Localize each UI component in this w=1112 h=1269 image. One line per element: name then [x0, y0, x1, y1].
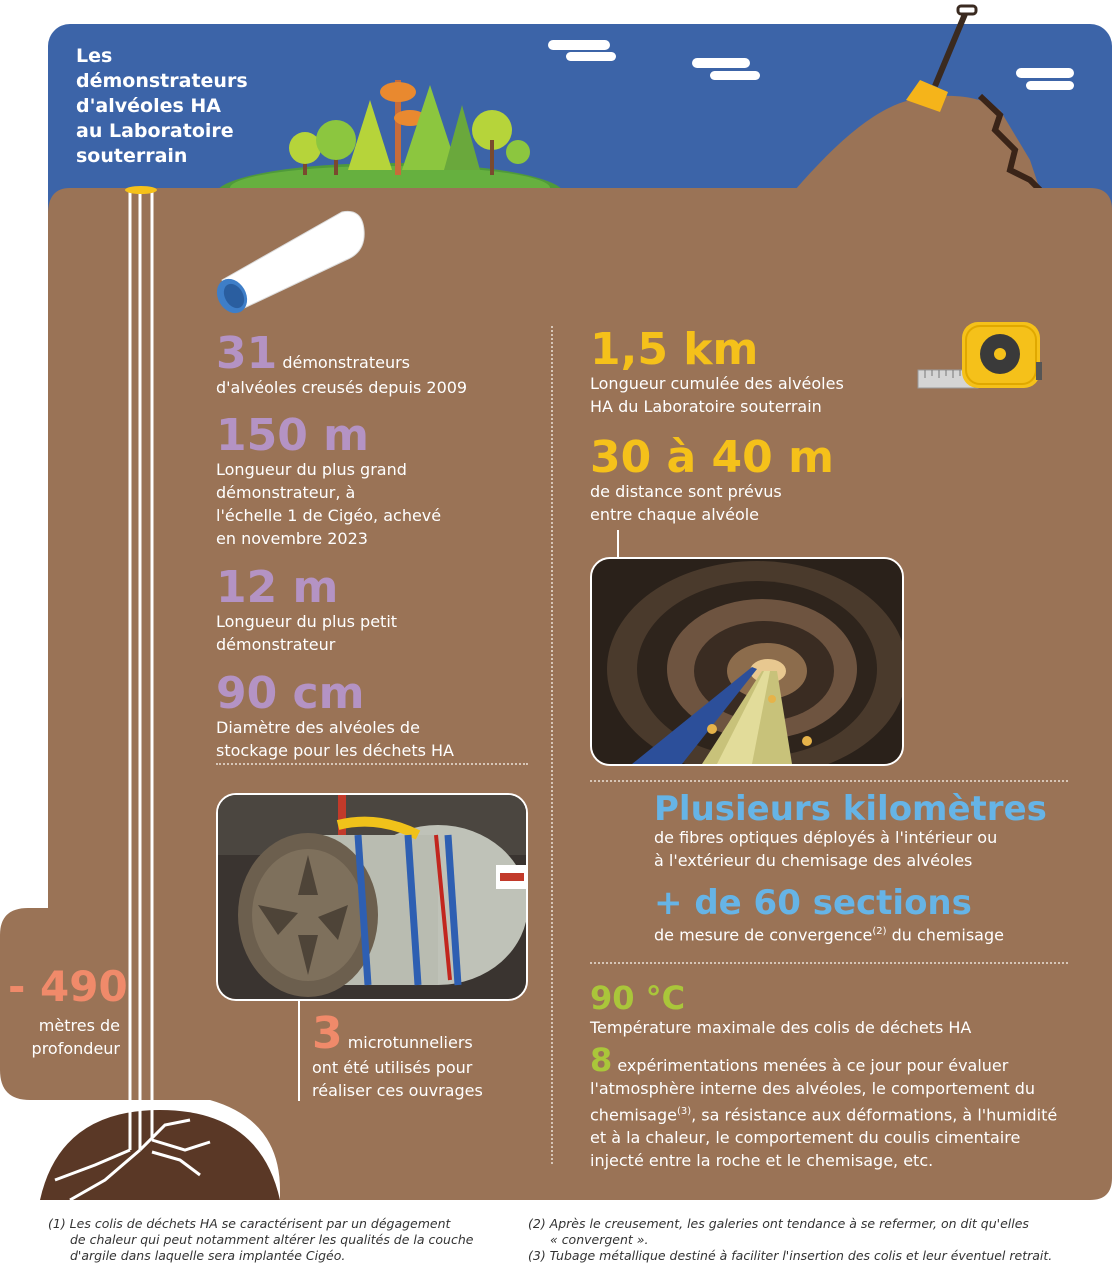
footnote: (2) Après le creusement, les galeries ont tendance à se refermer, on dit qu'elles — [528, 1216, 1029, 1231]
divider-right-2 — [590, 962, 1068, 964]
stat-label: de distance sont prévus entre chaque alvéole — [590, 482, 782, 524]
stat-microtunnels — [312, 1008, 483, 1102]
stat-value: 30 à 40 m — [590, 432, 834, 483]
footnote: d'argile dans laquelle sera implantée Cigéo. — [70, 1248, 346, 1263]
photo-microtunneller — [216, 793, 528, 1001]
stat-longest — [216, 410, 442, 550]
footnote: (1) Les colis de déchets HA se caractérisent par un dégagement — [48, 1216, 451, 1231]
footnotes-right — [528, 1216, 1052, 1264]
stat-label: Diamètre des alvéoles de stockage pour les déchets HA — [216, 718, 454, 760]
depth-indicator — [8, 962, 128, 1060]
stat-label: Longueur du plus grand démonstrateur, à l'échelle 1 de Cigéo, achevé en novembre 2023 — [216, 460, 442, 548]
stat-value: 8 — [590, 1041, 613, 1079]
photo-tunnel — [590, 557, 904, 766]
depth-label: mètres de profondeur — [31, 1016, 120, 1058]
stat-shortest — [216, 562, 398, 656]
title-line: au Laboratoire — [76, 120, 234, 142]
footnote: « convergent ». — [550, 1232, 649, 1247]
clouds — [548, 40, 1074, 90]
stat-label: de mesure de convergence$^{(2)}$ du chemisage — [654, 925, 1004, 945]
trees — [289, 80, 530, 175]
shovel-icon — [906, 6, 976, 112]
footnotes-left — [48, 1216, 473, 1264]
depth-value: - 490 — [8, 962, 128, 1011]
stat-value: + de 60 sections — [654, 883, 972, 923]
stat-label: de fibres optiques déployés à l'intérieur ou à l'extérieur du chemisage des alvéoles — [654, 828, 998, 870]
stat-value: 31 — [216, 328, 278, 379]
stat-label-inline: microtunneliers — [347, 1033, 473, 1052]
mound — [795, 96, 1040, 190]
stat-label: 8 expérimentations menées à ce jour pour évaluer l'atmosphère interne des alvéoles, le comportement du chemisage$^{(3)}$, sa résistance aux déformations, à l'humidité et à la chaleur, le comportement du coulis cimentaire injecté entre la roche et le chemisage, etc. — [590, 1041, 1058, 1171]
stat-label-inline: démonstrateurs — [282, 353, 411, 372]
stat-value: 3 — [312, 1008, 343, 1059]
stat-value: Plusieurs kilomètres — [654, 789, 1047, 829]
footnote: (3) Tubage métallique destiné à faciliter l'insertion des colis et leur éventuel retrait. — [528, 1248, 1053, 1263]
title-line: souterrain — [76, 145, 188, 167]
stat-demonstrators — [216, 328, 468, 399]
column-divider — [551, 326, 553, 1164]
stat-label: Longueur cumulée des alvéoles HA du Laboratoire souterrain — [590, 374, 844, 416]
title-line: Les — [76, 45, 113, 67]
stat-value: 12 m — [216, 562, 339, 613]
footnote: de chaleur qui peut notamment altérer les qualités de la couche — [70, 1232, 474, 1247]
divider-left — [216, 763, 528, 765]
stat-fibres — [654, 789, 1047, 872]
stat-cumulative-length — [590, 324, 844, 418]
stat-value: 90 cm — [216, 668, 365, 719]
stat-label: ont été utilisés pour réaliser ces ouvrages — [312, 1058, 483, 1100]
stat-label: d'alvéoles creusés depuis 2009 — [216, 378, 468, 397]
stat-value: 90 °C — [590, 979, 686, 1017]
stat-value: 150 m — [216, 410, 370, 461]
stat-experiments — [590, 1041, 1058, 1172]
divider-right-1 — [590, 780, 1068, 782]
title-line: d'alvéoles HA — [76, 95, 222, 117]
microtunnel-line — [298, 1001, 300, 1101]
stat-sections — [654, 883, 1004, 946]
page-title — [76, 44, 296, 169]
stat-label: Température maximale des colis de déchets HA — [590, 1018, 972, 1037]
stat-diameter — [216, 668, 454, 762]
title-line: démonstrateurs — [76, 70, 248, 92]
stat-label: Longueur du plus petit démonstrateur — [216, 612, 398, 654]
stat-value: 1,5 km — [590, 324, 759, 375]
stat-distance — [590, 432, 834, 526]
stat-temperature — [590, 979, 972, 1039]
